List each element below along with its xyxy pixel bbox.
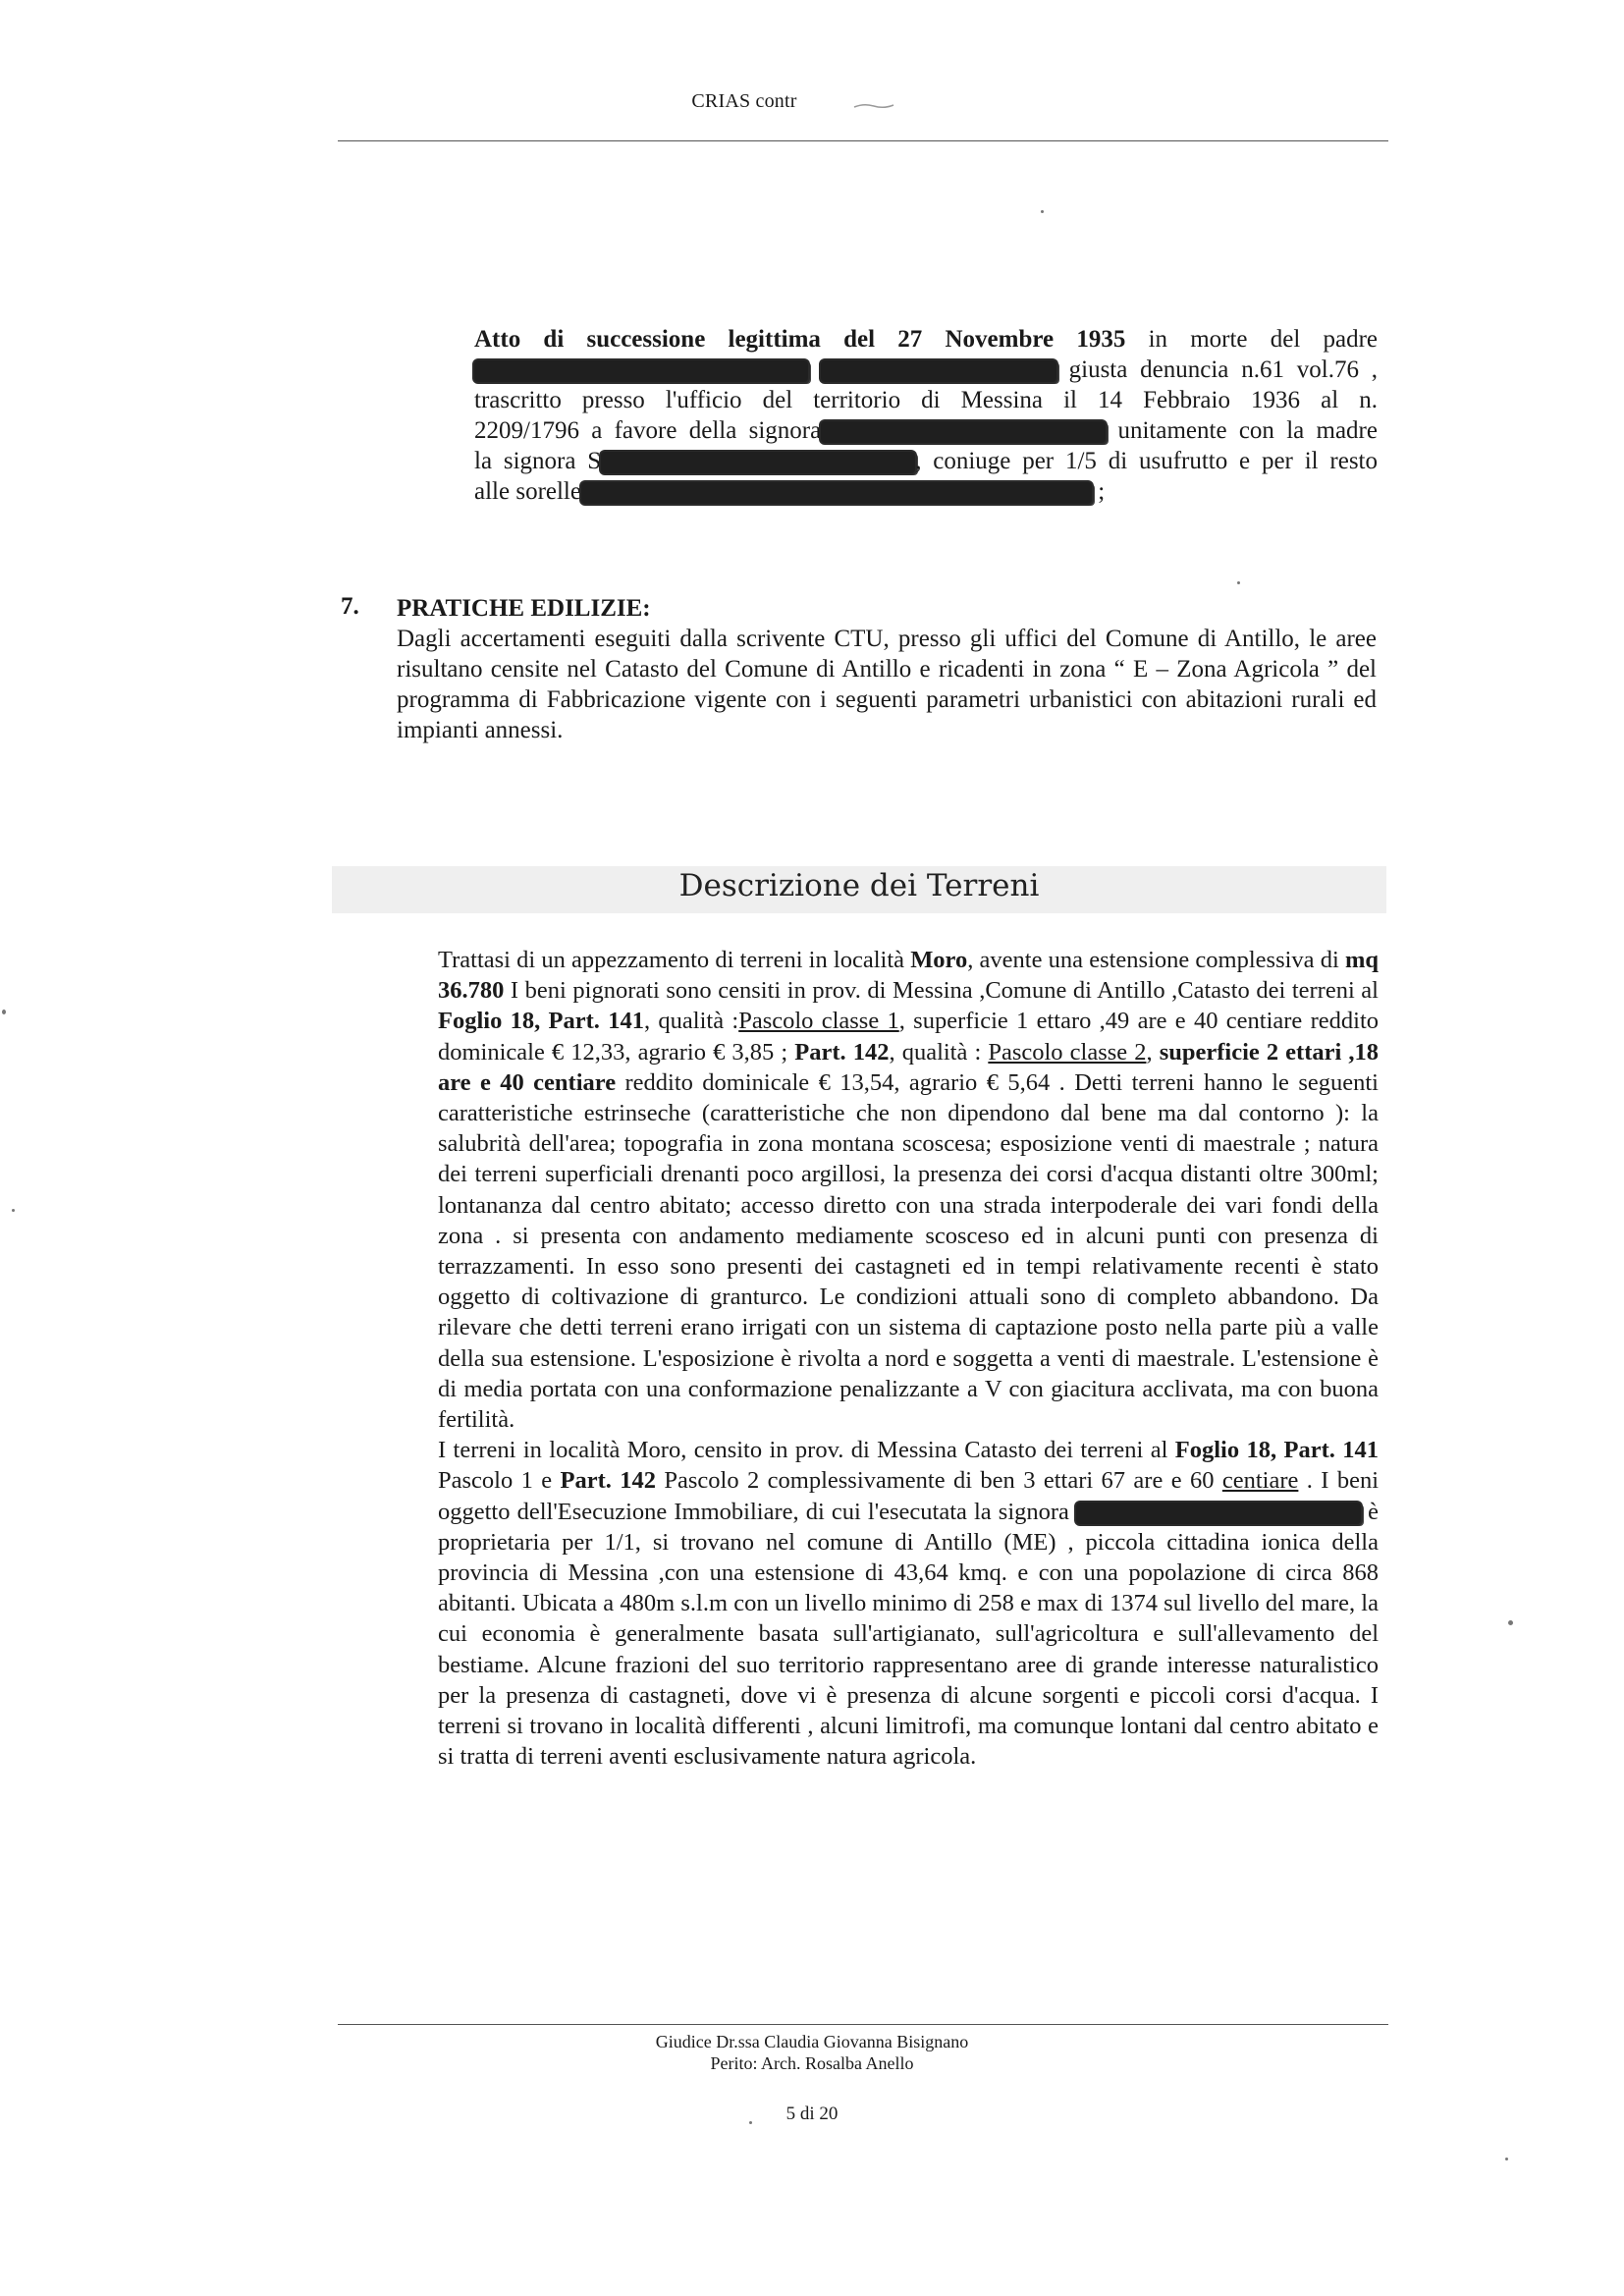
succession-line-4 [474, 415, 1378, 446]
scan-speck [1041, 210, 1044, 213]
header-title-text: CRIAS contr [691, 90, 797, 112]
section-7-title: PRATICHE EDILIZIE: [397, 595, 651, 622]
text-run: , superficie 1 ettaro ,49 are e 40 centiare reddito dominicale € 12,33, agrario € 3,85 ; [438, 1008, 1379, 1066]
succession-l1-tail: in morte del padre [1148, 326, 1379, 353]
header-scribble [805, 95, 933, 109]
text-run: . I beni oggetto dell'Esecuzione Immobiliare, di cui l'esecutata la signora [438, 1467, 1380, 1525]
text-run: , [1146, 1038, 1160, 1066]
succession-block [474, 324, 1378, 507]
text-run: I terreni in località Moro, censito in prov. di Messina Catasto dei terreni al [438, 1437, 1175, 1464]
succession-lead: Atto di successione legittima [474, 326, 821, 353]
scan-speck [1508, 1620, 1513, 1625]
scan-speck [749, 2121, 752, 2124]
succession-line-6 [474, 476, 1378, 507]
underline-centiare: centiare [1221, 1467, 1299, 1495]
bold-foglio-2: Foglio 18, Part. 141 [1174, 1437, 1379, 1464]
scan-speck [2, 1010, 6, 1014]
bold-superficie-2: superficie 2 ettari ,18 are e 40 centiare [438, 1038, 1380, 1096]
text-run: Trattasi di un appezzamento di terreni in località [438, 947, 911, 973]
scan-speck [12, 1209, 15, 1212]
footer-expert: Perito: Arch. Rosalba Anello [710, 2053, 914, 2073]
text-run: , avente una estensione complessiva di [967, 947, 1345, 973]
description-heading: Descrizione dei Terreni [678, 868, 1040, 903]
section-7-number: 7. [341, 593, 359, 620]
succession-l6-head: alle sorelle [474, 478, 581, 505]
description-paragraph-2 [438, 1435, 1379, 1772]
succession-l5-tail: , coniuge per 1/5 di usufrutto e per il resto [915, 448, 1379, 474]
text-run: Pascolo 1 e [438, 1467, 561, 1495]
section-7 [397, 593, 1377, 745]
footer-rule [338, 2024, 1388, 2025]
succession-l4-head: 2209/1796 a favore della signora [474, 417, 822, 444]
section-7-text: Dagli accertamenti eseguiti dalla scrivente CTU, presso gli uffici del Comune di Antillo, le aree risultano censite nel Catasto del Comune di Antillo e ricadenti in zona “ E – Zona Agricola ” del programma di Fabbricazione vigente con i seguenti parametri urbanistici con abitazioni rurali ed impianti annessi. [397, 626, 1377, 743]
description-paragraph-1 [438, 945, 1379, 1435]
redaction-mark [581, 482, 1092, 504]
text-run: , qualità : [643, 1008, 739, 1035]
header-title [0, 90, 1624, 113]
succession-line-3: trascritto presso l'ufficio del territorio di Messina il 14 Febbraio 1936 al n. [474, 387, 1378, 413]
text-run: Pascolo 2 complessivamente di ben 3 ettari 67 are e 60 [656, 1467, 1222, 1495]
succession-l2-tail: giusta denuncia n.61 vol.76 , [1068, 356, 1379, 383]
bold-part-142-b: Part. 142 [560, 1467, 657, 1495]
succession-line-2 [474, 355, 1378, 385]
underline-pascolo-1: Pascolo classe 1 [738, 1008, 899, 1035]
bold-moro: Moro [910, 947, 968, 973]
bold-foglio: Foglio 18, Part. 141 [438, 1008, 644, 1035]
description-body [438, 945, 1379, 1772]
succession-l5-head: la signora S [474, 448, 602, 474]
text-run: I beni pignorati sono censiti in prov. di Messina ,Comune di Antillo ,Catasto dei terreni al [504, 977, 1379, 1005]
page-number: 5 di 20 [785, 2104, 839, 2124]
header-rule [338, 140, 1388, 141]
redaction-mark [474, 360, 808, 382]
succession-line-5 [474, 446, 1378, 476]
footer [0, 2031, 1624, 2074]
succession-date: del 27 Novembre 1935 [843, 326, 1126, 353]
redaction-mark [821, 421, 1106, 443]
bold-part-142: Part. 142 [794, 1038, 890, 1066]
scan-speck [1237, 581, 1240, 584]
scan-speck [1505, 2158, 1508, 2160]
underline-pascolo-2: Pascolo classe 2 [988, 1038, 1147, 1066]
text-run: , qualità : [889, 1038, 989, 1066]
redaction-mark [821, 360, 1056, 382]
text-run: è proprietaria per 1/1, si trovano nel comune di Antillo (ME) , piccola cittadina ionica della provincia di Messina ,con una estensione di 43,64 kmq. e con una popolazione di circa 868 abitanti. Ubicata a 480m s.l.m con un livello minimo di 258 e max di 1374 sul livello del mare, la cui economia è generalmente basata sull'artigianato, sull'agricoltura e sull'allevamento del bestiame. Alcune frazioni del suo territorio rappresentano aree di grande interesse naturalistico per la presenza di castagneti, dove vi è presenza di alcune sorgenti e piccoli corsi d'acqua. I terreni si trovano in località differenti , alcuni limitrofi, ma comunque lontani dal centro abitato e si tratta di terreni aventi esclusivamente natura agricola. [438, 1498, 1379, 1771]
succession-l4-tail: unitamente con la madre [1117, 417, 1378, 444]
text-run: reddito dominicale € 13,54, agrario € 5,64 . Detti terreni hanno le seguenti caratteristiche estrinseche (caratteristiche che non dipendono dal bene ma dal contorno ): la salubrità dell'area; topografia in zona montana scoscesa; esposizione venti di maestrale ; natura dei terreni superficiali drenanti poco argillosi, la presenza dei corsi d'acqua distanti oltre 300ml; lontananza dal centro abitato; accesso diretto con una strada interpoderale dei vari fondi della zona . si presenta con andamento mediamente scosceso ed in alcuni punti con presenza di terrazzamenti. In esso sono presenti dei castagneti ed in tempi relativamente recenti è stato oggetto di coltivazione di granturco. Le condizioni attuali sono di completo abbandono. Da rilevare che detti terreni erano irrigati con un sistema di captazione posto nella parte più a valle della sua estensione. L'esposizione è rivolta a nord e soggetta a venti di maestrale. L'estensione è di media portata con una conformazione penalizzante a V con giacitura acclivata, ma con buona fertilità. [438, 1068, 1379, 1434]
redaction-mark [601, 452, 915, 473]
succession-line-1 [474, 324, 1378, 355]
footer-judge: Giudice Dr.ssa Claudia Giovanna Bisignano [655, 2032, 969, 2051]
succession-l6-tail: ; [1098, 478, 1106, 505]
bold-area: mq 36.780 [438, 947, 1380, 1005]
redaction-mark [1076, 1503, 1361, 1524]
